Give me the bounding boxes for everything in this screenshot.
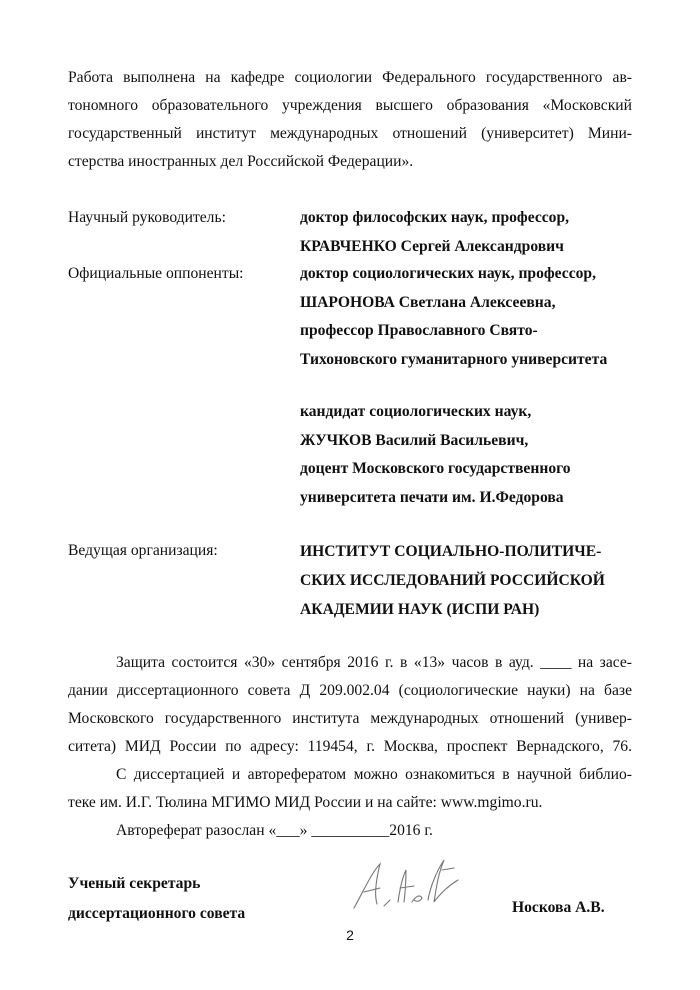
secretary-name: Носкова А.В. bbox=[512, 899, 605, 916]
library-line: С диссертацией и авторефератом можно ознакомиться в научной библио- bbox=[116, 766, 632, 783]
opponent-line: Тихоновского гуманитарного университета bbox=[300, 350, 608, 368]
intro-line: тономного образовательного учреждения высшего образования «Московский bbox=[68, 97, 632, 114]
opponent-line: доктор социологических наук, профессор, bbox=[300, 265, 597, 282]
opponent-line: профессор Православного Свято- bbox=[300, 322, 538, 339]
opponent-second bbox=[300, 398, 571, 512]
supervisor-info bbox=[300, 204, 569, 261]
opponent-line: доцент Московского государственного bbox=[300, 460, 571, 477]
supervisor-line: КРАВЧЕНКО Сергей Александрович bbox=[300, 237, 564, 255]
secretary-title-line: диссертационного совета bbox=[68, 905, 246, 922]
abstract-sent-line: Автореферат разослан «___» __________2016 г. bbox=[116, 822, 433, 839]
opponent-line: ШАРОНОВА Светлана Алексеевна, bbox=[300, 293, 556, 311]
intro-line: Работа выполнена на кафедре социологии Федерального государственного ав- bbox=[68, 69, 632, 86]
opponent-line: университета печати им. И.Федорова bbox=[300, 488, 564, 506]
opponent-first bbox=[300, 260, 607, 374]
supervisor-line: доктор философских наук, профессор, bbox=[300, 209, 570, 226]
library-line: теке им. И.Г. Тюлина МГИМО МИД России и на сайте: www.mgimo.ru. bbox=[68, 794, 543, 811]
secretary-title bbox=[68, 869, 245, 929]
opponents-label: Официальные оппоненты: bbox=[68, 265, 244, 282]
defense-paragraph bbox=[68, 649, 632, 761]
abstract-sent-paragraph bbox=[68, 817, 632, 845]
lead-org-line: ИНСТИТУТ СОЦИАЛЬНО-ПОЛИТИЧЕ- bbox=[300, 543, 602, 560]
opponent-line: кандидат социологических наук, bbox=[300, 403, 532, 420]
intro-line: государственный институт международных отношений (университет) Мини- bbox=[68, 125, 632, 142]
intro-paragraph bbox=[68, 64, 632, 176]
lead-org-label: Ведущая организация: bbox=[68, 542, 218, 559]
signature-image bbox=[350, 850, 470, 920]
secretary-title-line: Ученый секретарь bbox=[68, 875, 201, 892]
defense-line: ситета) МИД России по адресу: 119454, г. Москва, проспект Вернадского, 76. bbox=[68, 738, 632, 755]
lead-org-line: АКАДЕМИИ НАУК (ИСПИ РАН) bbox=[300, 601, 540, 618]
lead-org-line: СКИХ ИССЛЕДОВАНИЙ РОССИЙСКОЙ bbox=[300, 572, 605, 589]
library-paragraph bbox=[68, 761, 632, 817]
defense-line: Московского государственного института международных отношений (универ- bbox=[68, 710, 632, 727]
lead-org-name bbox=[300, 537, 605, 624]
page-number: 2 bbox=[346, 927, 354, 943]
opponent-line: ЖУЧКОВ Василий Васильевич, bbox=[300, 431, 529, 449]
defense-line: Защита состоится «30» сентября 2016 г. в «13» часов в ауд. ____ на засе- bbox=[116, 654, 632, 671]
intro-line: стерства иностранных дел Российской Федерации». bbox=[68, 153, 414, 170]
defense-line: дании диссертационного совета Д 209.002.04 (социологические науки) на базе bbox=[68, 682, 632, 699]
supervisor-label: Научный руководитель: bbox=[68, 209, 226, 226]
